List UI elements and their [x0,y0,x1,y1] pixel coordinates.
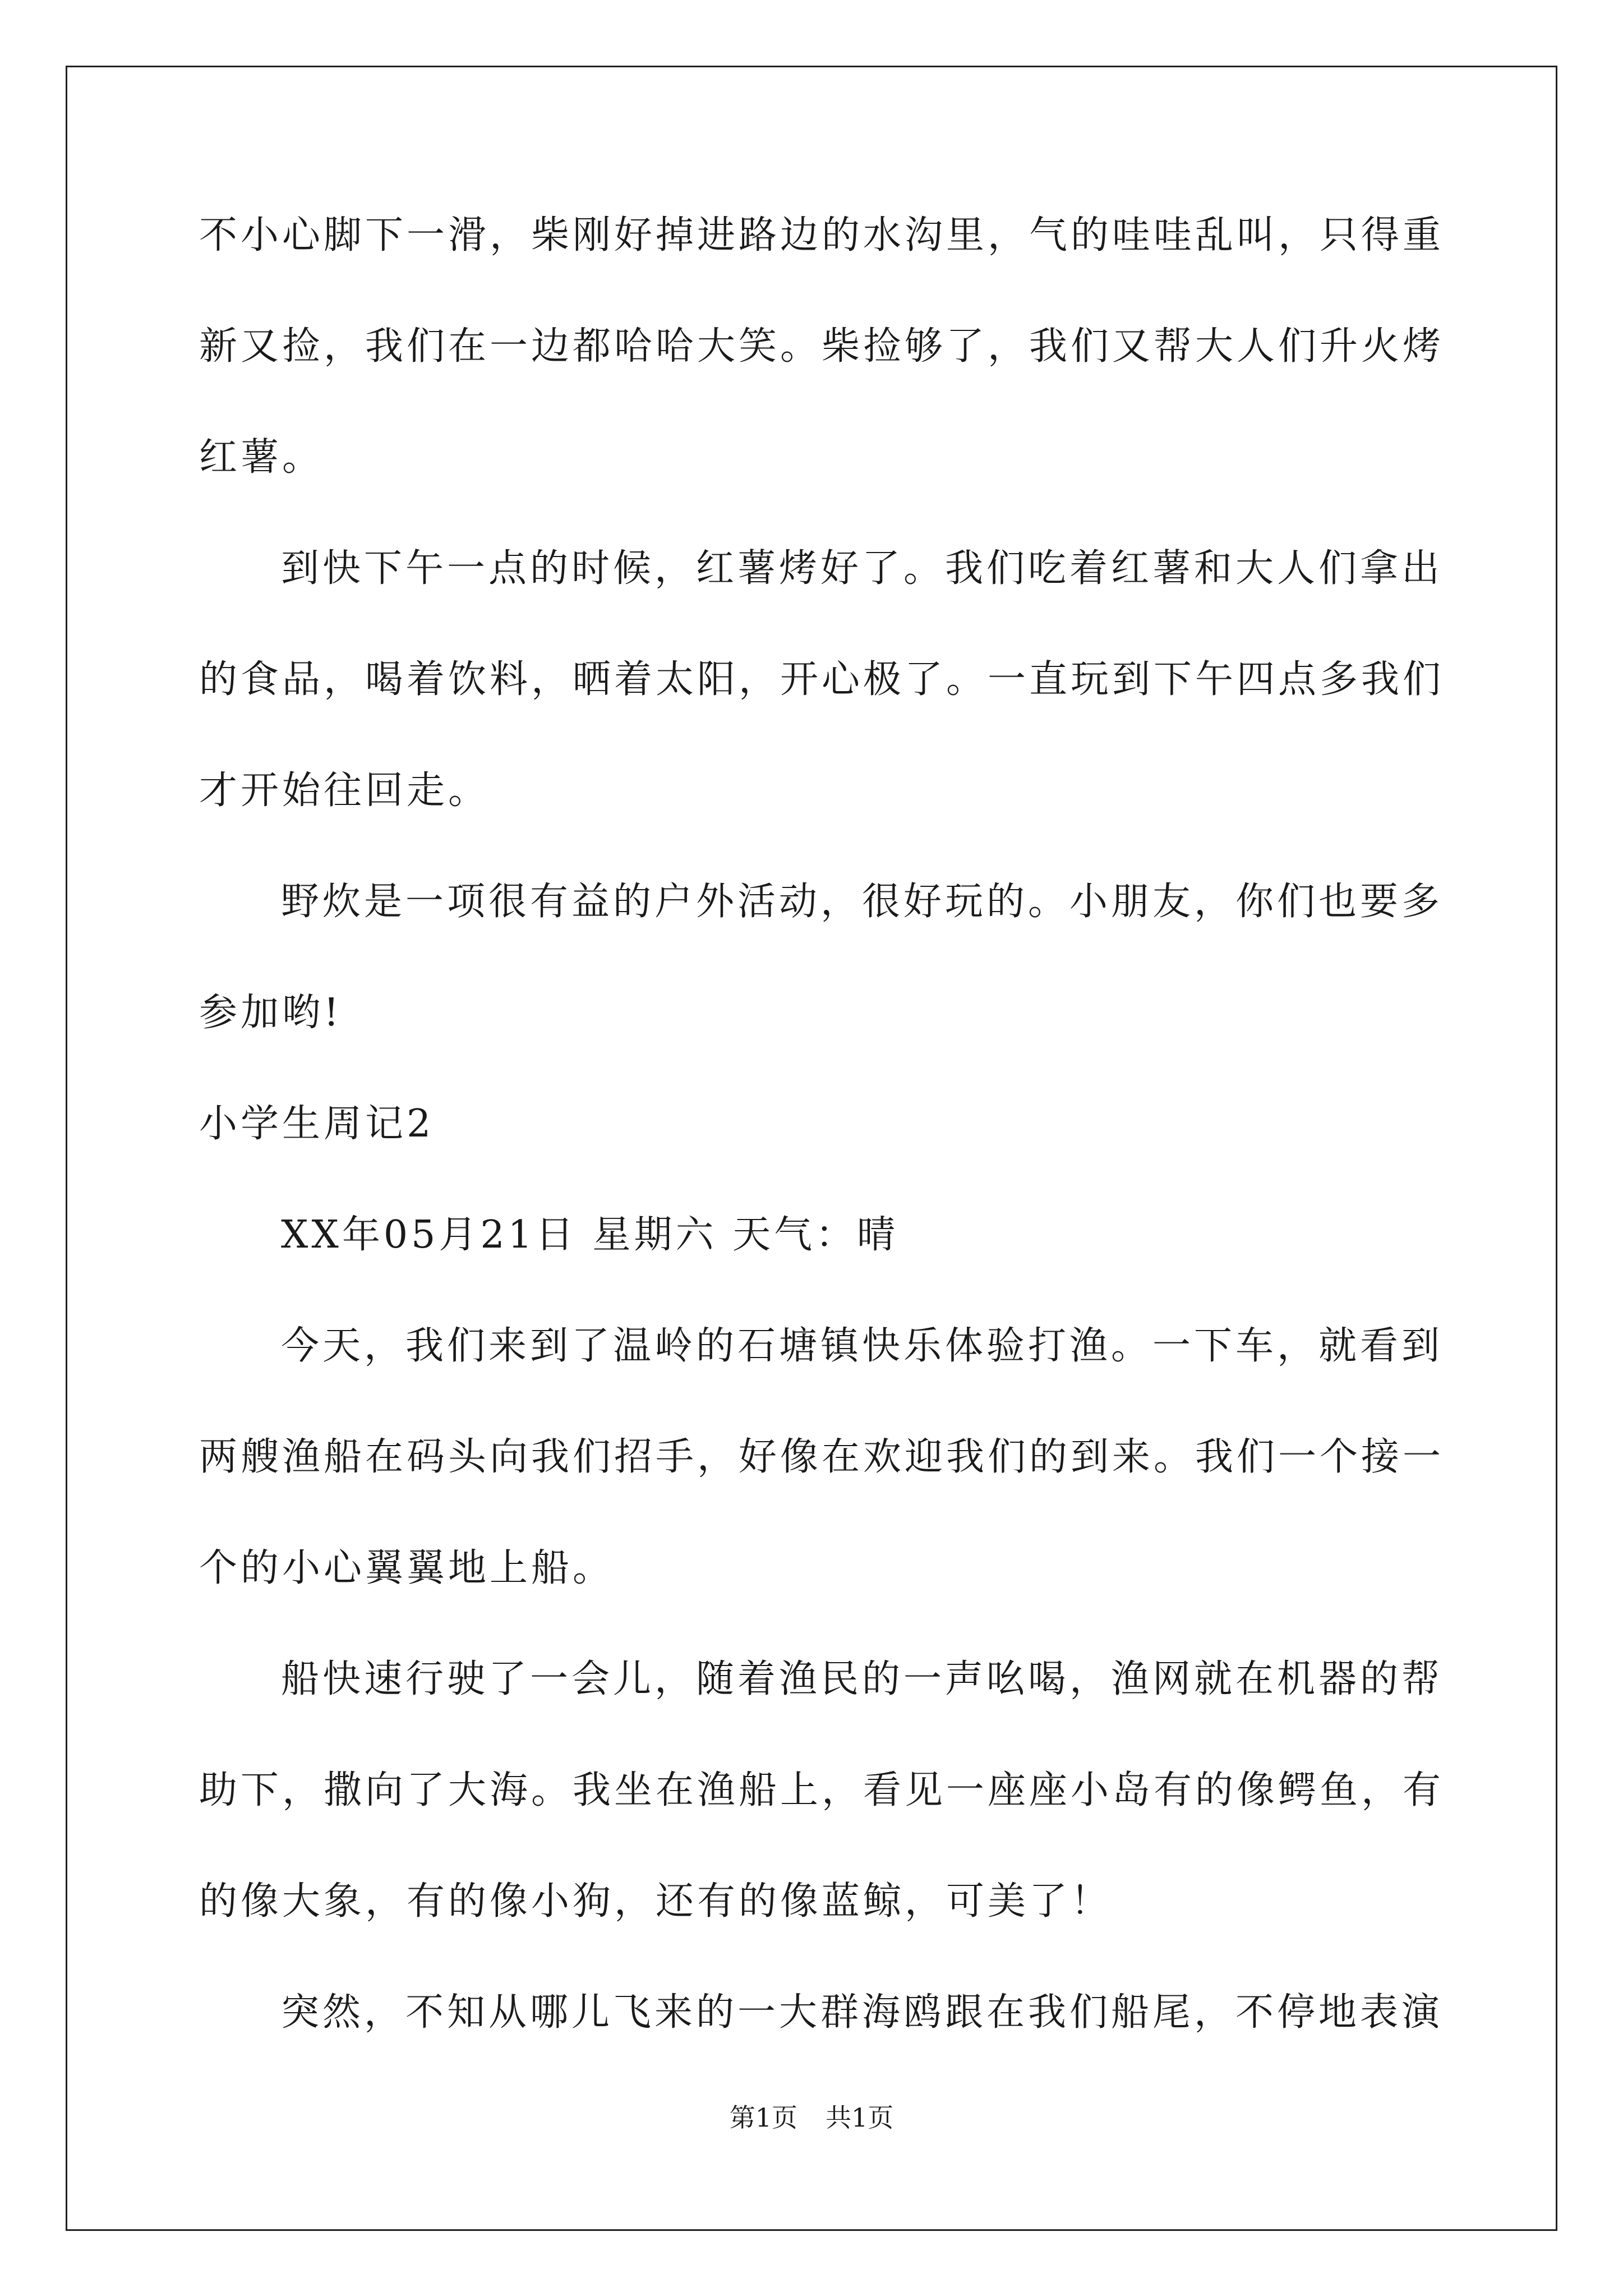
paragraph-start-line: 野炊是一项很有益的户外活动，很好玩的。小朋友，你们也要多 [281,880,1444,924]
paragraph-start-line: 船快速行驶了一会儿，随着渔民的一声吆喝，渔网就在机器的帮 [281,1657,1444,1701]
paragraph-start-line: 今天，我们来到了温岭的石塘镇快乐体验打渔。一下车，就看到 [281,1324,1444,1368]
date-weather-line: XX年05月21日 星期六 天气：晴 [281,1213,899,1257]
text-line: 助下，撒向了大海。我坐在渔船上，看见一座座小岛有的像鳄鱼，有 [199,1768,1445,1812]
text-line: 个的小心翼翼地上船。 [199,1546,615,1590]
page-number-current: 第1页 [729,2102,797,2133]
text-line: 不小心脚下一滑，柴刚好掉进路边的水沟里，气的哇哇乱叫，只得重 [199,213,1445,257]
text-line: 两艘渔船在码头向我们招手，好像在欢迎我们的到来。我们一个接一 [199,1435,1445,1479]
page-footer [0,2101,1623,2134]
paragraph-start-line: 突然，不知从哪儿飞来的一大群海鸥跟在我们船尾，不停地表演 [281,1990,1444,2035]
text-line: 新又捡，我们在一边都哈哈大笑。柴捡够了，我们又帮大人们升火烤 [199,324,1445,369]
text-line: 的食品，喝着饮料，晒着太阳，开心极了。一直玩到下午四点多我们 [199,657,1445,702]
text-line: 红薯。 [199,435,324,480]
section-heading: 小学生周记2 [199,1102,435,1146]
text-line: 的像大象，有的像小狗，还有的像蓝鲸，可美了！ [199,1879,1113,1924]
text-line: 参加哟! [199,991,343,1035]
page-number-total: 共1页 [826,2102,894,2133]
text-line: 才开始往回走。 [199,769,490,813]
paragraph-start-line: 到快下午一点的时候，红薯烤好了。我们吃着红薯和大人们拿出 [281,546,1444,591]
